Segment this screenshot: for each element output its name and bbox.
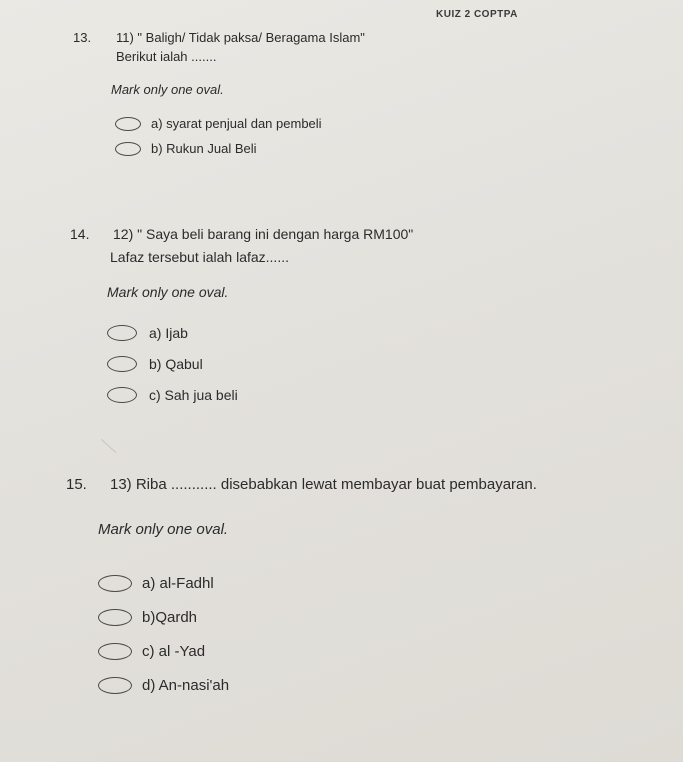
question-number: 14.: [70, 226, 90, 242]
option-list: [115, 111, 365, 161]
radio-oval[interactable]: [98, 609, 132, 626]
question-13: [73, 30, 365, 161]
option-b[interactable]: [98, 600, 537, 634]
option-label: a) syarat penjual dan pembeli: [151, 116, 322, 131]
radio-oval[interactable]: [115, 117, 141, 131]
paper-crease: [88, 439, 117, 468]
option-c[interactable]: [98, 634, 537, 668]
question-title: 12) " Saya beli barang ini dengan harga RM100": [113, 226, 414, 242]
option-a[interactable]: [107, 317, 413, 348]
question-14: [70, 226, 413, 410]
radio-oval[interactable]: [107, 356, 137, 372]
option-b[interactable]: [115, 136, 365, 161]
question-instruction: Mark only one oval.: [111, 82, 224, 97]
radio-oval[interactable]: [107, 387, 137, 403]
option-label: a) al-Fadhl: [142, 574, 214, 592]
radio-oval[interactable]: [98, 677, 132, 694]
option-d[interactable]: [98, 668, 537, 702]
question-15: [66, 476, 537, 702]
option-b[interactable]: [107, 348, 413, 379]
option-list: [98, 566, 537, 702]
option-label: b) Rukun Jual Beli: [151, 141, 257, 156]
question-instruction: Mark only one oval.: [98, 521, 229, 538]
option-label: c) al -Yad: [142, 642, 206, 660]
radio-oval[interactable]: [98, 643, 132, 660]
option-label: c) Sah jua beli: [149, 386, 238, 403]
option-a[interactable]: [98, 566, 537, 600]
option-label: d) An-nasi'ah: [142, 676, 230, 694]
option-label: a) Ijab: [149, 324, 188, 341]
option-a[interactable]: [115, 111, 365, 136]
option-list: [107, 317, 413, 410]
quiz-header: KUIZ 2 COPTPA: [436, 9, 518, 20]
question-title: 11) " Baligh/ Tidak paksa/ Beragama Islam": [116, 30, 365, 45]
option-c[interactable]: [107, 379, 413, 410]
option-label: b)Qardh: [142, 608, 198, 626]
option-label: b) Qabul: [149, 355, 203, 372]
question-number: 15.: [66, 476, 87, 493]
radio-oval[interactable]: [115, 142, 141, 156]
question-subtitle: Berikut ialah .......: [116, 49, 217, 64]
question-subtitle: Lafaz tersebut ialah lafaz......: [110, 249, 289, 265]
radio-oval[interactable]: [98, 575, 132, 592]
question-title: 13) Riba ........... disebabkan lewat membayar buat pembayaran.: [110, 476, 537, 493]
question-number: 13.: [73, 30, 92, 45]
question-instruction: Mark only one oval.: [107, 284, 229, 300]
radio-oval[interactable]: [107, 325, 137, 341]
